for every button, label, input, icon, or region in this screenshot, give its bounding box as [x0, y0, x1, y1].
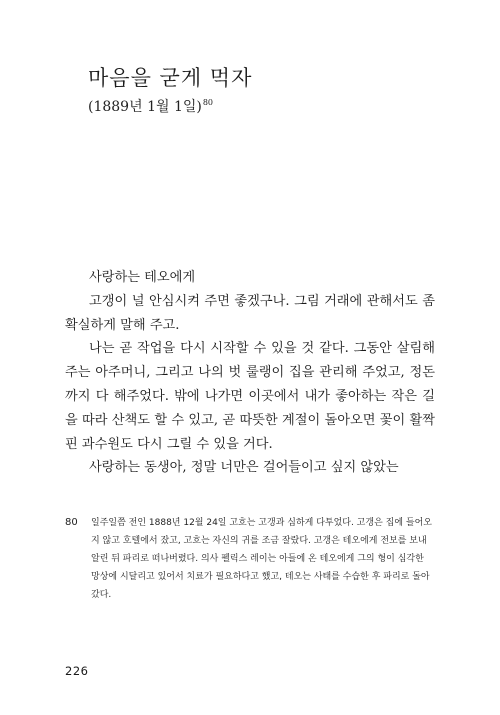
page-number: 226	[65, 664, 89, 678]
page-title: 마음을 굳게 먹자	[88, 66, 253, 90]
date-text: (1889년 1월 1일)	[88, 99, 202, 115]
footnote-reference: 80	[202, 98, 214, 107]
letter-body	[65, 266, 435, 480]
paragraph: 나는 곧 작업을 다시 시작할 수 있을 것 같다. 그동안 살림해 주는 아주머니, 그리고 나의 벗 룰랭이 집을 관리해 주었고, 정돈까지 다 해주었다. 밖에 나가면 이곳에서 내가 좋아하는 작은 길을 따라 산책도 할 수 있고, 곧 따뜻한 계절이 돌아오면 꽃이 활짝 핀 과수원도 다시 그릴 수 있을 거다.	[65, 341, 435, 452]
paragraph: 사랑하는 동생아, 정말 너만은 걸어들이고 싶지 않았는	[89, 460, 399, 476]
paragraph: 고갱이 널 안심시켜 주면 좋겠구나. 그림 거래에 관해서도 좀 확실하게 말해 주고.	[65, 293, 435, 333]
salutation: 사랑하는 테오에게	[89, 270, 196, 285]
footnote-number: 80	[65, 517, 78, 528]
letter-date	[88, 96, 213, 116]
footnote-text: 일주일쯤 전인 1888년 12월 24일 고흐는 고갱과 심하게 다투었다. 고갱은 집에 들어오지 않고 호텔에서 잤고, 고흐는 자신의 귀를 조금 잘랐다. 고갱은 테오에게 전보를 보내 알린 뒤 파리로 떠나버렸다. 의사 펠릭스 레이는 아들에 온 테오에게 그의 형이 심각한 망상에 시달리고 있어서 치료가 필요하다고 했고, 테오는 사태를 수습한 후 파리로 돌아갔다.	[91, 518, 432, 600]
footnote	[65, 514, 435, 604]
